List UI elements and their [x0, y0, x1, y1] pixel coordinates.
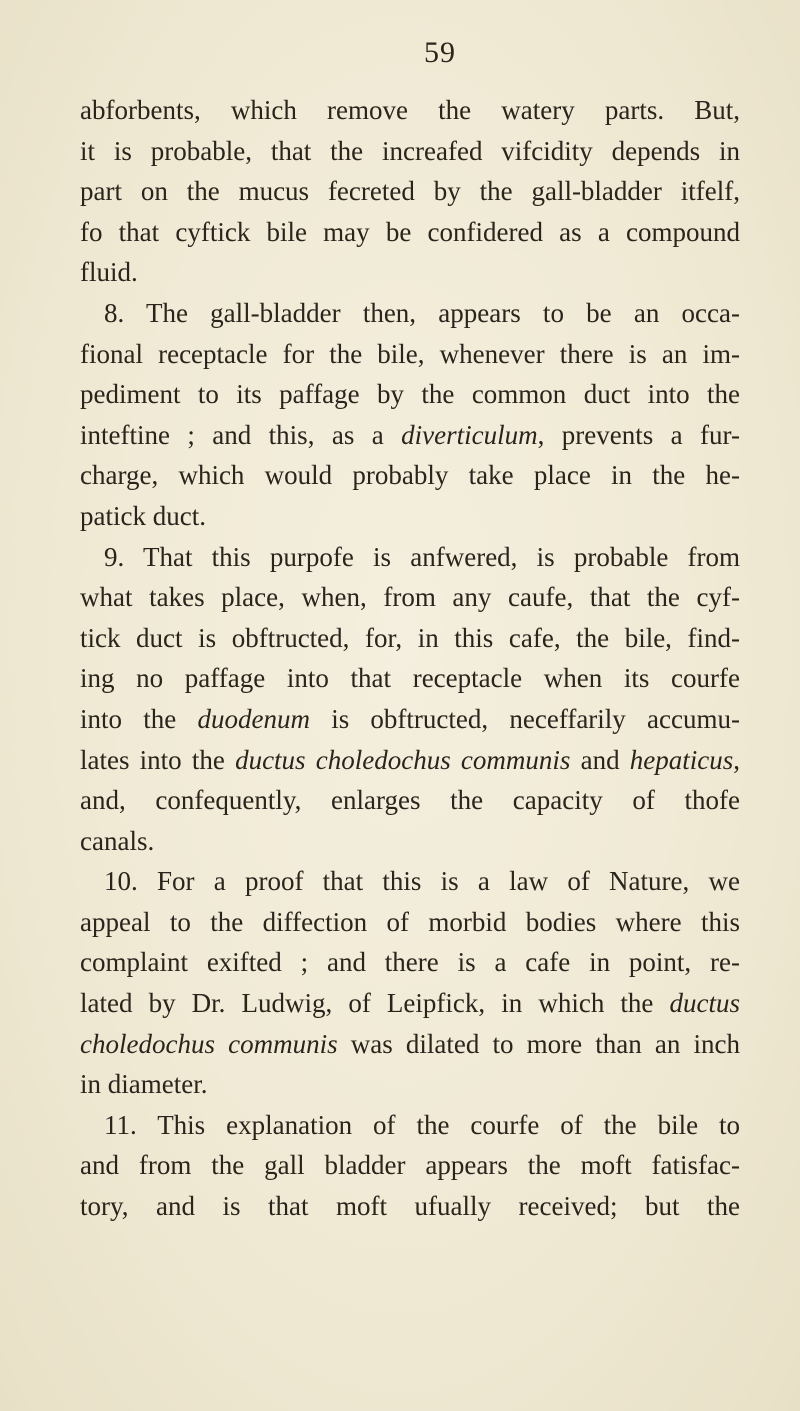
text-line: canals. [80, 825, 155, 856]
text-line: 9. That this purpofe is anfwered, is probable from [104, 541, 740, 572]
text-line: choledochus communis was dilated to more than an inch [80, 1028, 740, 1059]
text-line: abforbents, which remove the watery parts. But, [80, 95, 740, 125]
text-line: it is probable, that the increafed vifcidity depends in [80, 135, 740, 166]
text-line: inteftine ; and this, as a diverticulum, prevents a fur- [80, 419, 740, 450]
text-line: in diameter. [80, 1069, 208, 1100]
text-line: 10. For a proof that this is a law of Nature, we [104, 866, 740, 897]
text-line: fional receptacle for the bile, whenever there is an im- [80, 338, 740, 369]
body-text [80, 90, 740, 1227]
text-line: lates into the ductus choledochus communis and hepaticus, [80, 744, 741, 775]
text-line: charge, which would probably take place in the he- [80, 460, 740, 491]
text-line: complaint exifted ; and there is a cafe in point, re- [80, 947, 740, 978]
text-line: ing no paffage into that receptacle when its courfe [80, 663, 740, 694]
page-number: 59 [424, 36, 456, 69]
text-line: lated by Dr. Ludwig, of Leipfick, in which the ductus [80, 988, 740, 1019]
text-line: and, confequently, enlarges the capacity of thofe [80, 785, 740, 816]
text-line: part on the mucus fecreted by the gall-bladder itfelf, [80, 176, 740, 207]
text-line: what takes place, when, from any caufe, that the cyf- [80, 582, 740, 613]
text-line: fluid. [80, 257, 138, 288]
text-line: 11. This explanation of the courfe of the bile to [104, 1109, 740, 1140]
text-line: tory, and is that moft ufually received; but the [80, 1191, 740, 1222]
text-line: tick duct is obftructed, for, in this cafe, the bile, find- [80, 622, 740, 653]
text-line: appeal to the diffection of morbid bodies where this [80, 906, 740, 937]
text-line: fo that cyftick bile may be confidered as a compound [80, 216, 740, 247]
text-line: and from the gall bladder appears the moft fatisfac- [80, 1150, 740, 1181]
text-line: into the duodenum is obftructed, neceffarily accumu- [80, 703, 740, 734]
text-line: 8. The gall-bladder then, appears to be an occa- [104, 297, 740, 328]
text-line: pediment to its paffage by the common duct into the [80, 379, 740, 410]
text-line: patick duct. [80, 500, 206, 531]
